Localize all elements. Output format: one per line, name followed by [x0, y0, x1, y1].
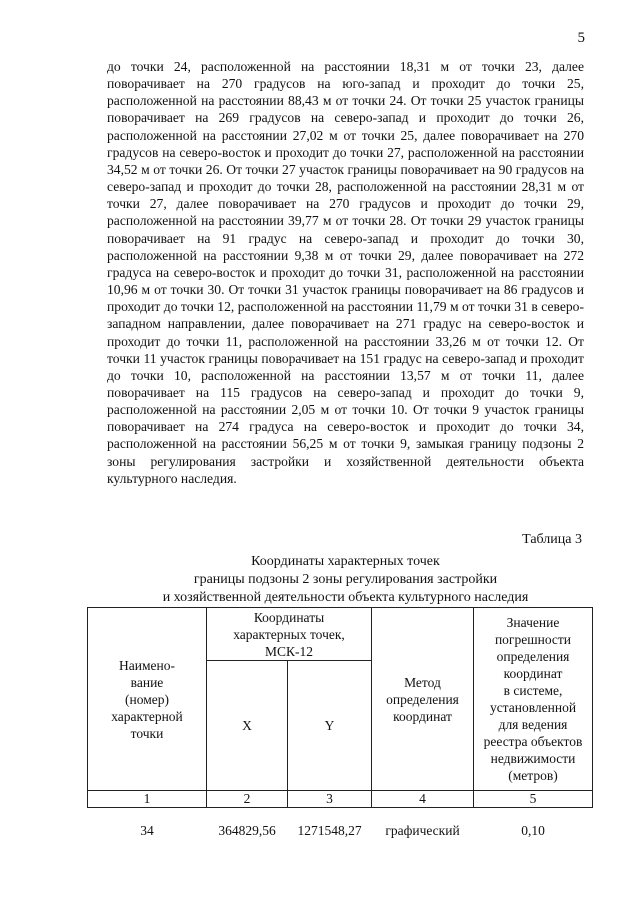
cell-error: 0,10 [521, 822, 545, 838]
page-number: 5 [577, 30, 585, 46]
column-number: 3 [288, 791, 372, 808]
header-x: X [207, 661, 288, 791]
table-title-line: Координаты характерных точек [251, 554, 440, 569]
coordinates-table [87, 607, 593, 852]
header-error: Значение погрешности определения координат в системе, установленной для ведения реестра объектов недвижимости (метров) [474, 608, 593, 791]
column-number: 5 [474, 791, 593, 808]
column-number: 1 [88, 791, 207, 808]
header-method: Метод определения координат [372, 608, 474, 791]
header-y: Y [288, 661, 372, 791]
cell-y: 1271548,27 [297, 822, 362, 838]
header-point-name: Наимено- вание (номер) характерной точки [88, 608, 207, 791]
body-paragraph: до точки 24, расположенной на расстоянии 18,31 м от точки 23, далее поворачивает на 270 градусов на юго-запад и проходит до точки 25, расположенной на расстоянии 88,43 м от точки 24. От точки 25 участок границы поворачивает на 269 градусов на северо-запад и проходит до точки 26, расположенной на расстоянии 27,02 м от точки 25, далее поворачивает на 270 градусов на северо-восток и проходит до точки 27, расположенной на расстоянии 34,52 м от точки 26. От точки 27 участок границы поворачивает на 90 градусов на северо-запад и проходит до точки 28, расположенной на расстоянии 28,31 м от точки 27, далее поворачивает на 270 градусов и проходит до точки 29, расположенной на расстоянии 39,77 м от точки 28. От точки 29 участок границы поворачивает на 91 градус на северо-запад и проходит до точки 30, расположенной на расстоянии 9,38 м от точки 29, далее поворачивает на 272 градуса на северо-восток и проходит до точки 31, расположенной на расстоянии 10,96 м от точки 30. От точки 31 участок границы поворачивает на 86 градусов и проходит до точки 12, расположенной на расстоянии 11,79 м от точки 31 в северо-западном направлении, далее поворачивает на 271 градус на северо-восток и проходит до точки 11, расположенной на расстоянии 33,26 м от точки 12. От точки 11 участок границы поворачивает на 151 градус на северо-запад и проходит до точки 10, расположенной на расстоянии 13,57 м от точки 11, далее поворачивает на 115 градусов на северо-запад и проходит до точки 9, расположенной на расстоянии 2,05 м от точки 10. От точки 9 участок границы поворачивает на 274 градуса на северо-восток и проходит до точки 34, расположенной на расстоянии 56,25 м от точки 9, замыкая границу подзоны 2 зоны регулирования застройки и хозяйственной деятельности объекта культурного наследия. [107, 59, 584, 486]
table-label: Таблица 3 [522, 532, 582, 547]
table-header-row [88, 608, 593, 661]
column-number: 4 [372, 791, 474, 808]
header-coordinates: Координаты характерных точек, МСК-12 [207, 608, 372, 661]
cell-x: 364829,56 [218, 822, 276, 838]
table-row [88, 808, 593, 853]
column-numbers-row [88, 791, 593, 808]
table-title-line: и хозяйственной деятельности объекта культурного наследия [162, 590, 529, 605]
column-number: 2 [207, 791, 288, 808]
cell-point: 34 [140, 822, 154, 838]
table-title-line: границы подзоны 2 зоны регулирования застройки [193, 572, 498, 587]
table-title [107, 553, 584, 607]
cell-method: графический [385, 822, 460, 838]
